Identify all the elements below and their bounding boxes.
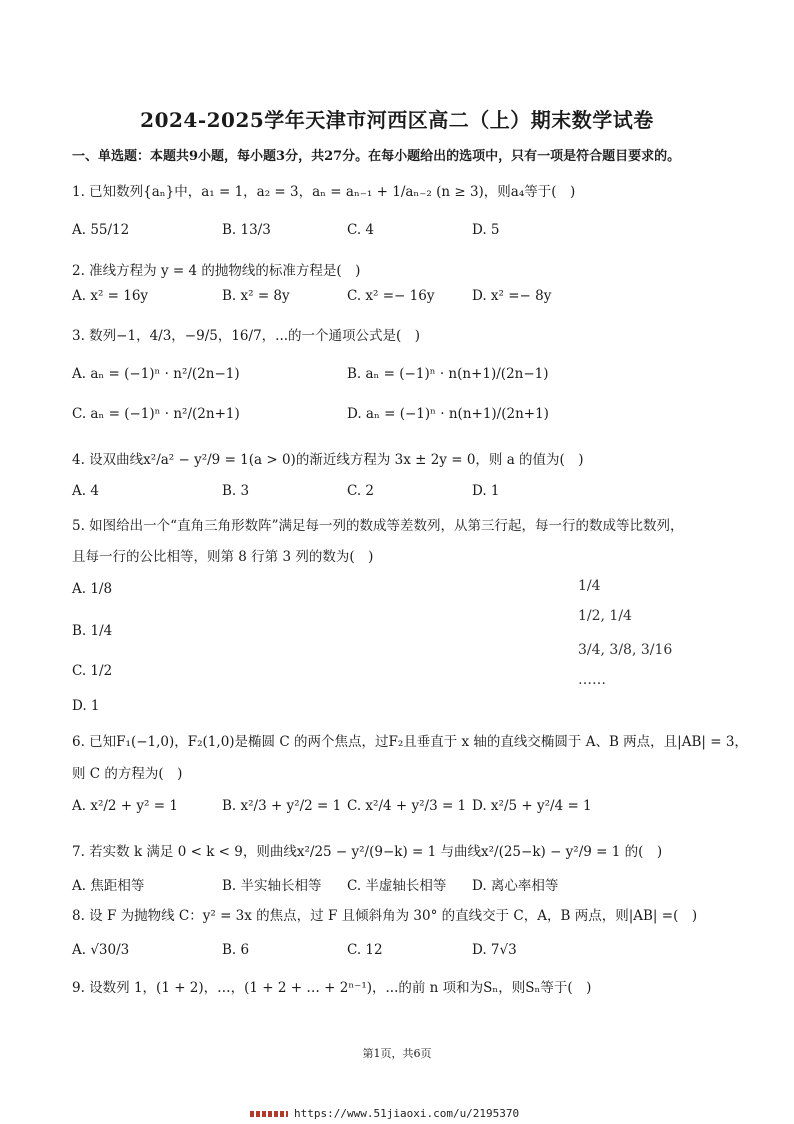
triangle-row-3: 3/4, 3/8, 3/16 (578, 642, 673, 658)
q2-option-b: B. x² = 8y (222, 288, 290, 304)
page-title: 2024-2025学年天津市河西区高二（上）期末数学试卷 (140, 108, 654, 132)
q3-option-d: D. aₙ = (−1)ⁿ · n(n+1)/(2n+1) (347, 406, 549, 422)
q8-option-b: B. 6 (222, 942, 250, 958)
question-5-line-1: 5. 如图给出一个“直角三角形数阵”满足每一列的数成等差数列，从第三行起，每一行的数成等比数列， (72, 518, 684, 534)
q7-option-b: B. 半实轴长相等 (222, 878, 322, 894)
q3-option-a: A. aₙ = (−1)ⁿ · n²/(2n−1) (72, 366, 240, 382)
watermark (250, 1107, 519, 1120)
q3-option-c: C. aₙ = (−1)ⁿ · n²/(2n+1) (72, 406, 240, 422)
question-2: 2. 准线方程为 y = 4 的抛物线的标准方程是( ) (72, 263, 361, 279)
q2-option-c: C. x² =− 16y (347, 288, 435, 304)
q1-option-d: D. 5 (472, 222, 500, 238)
q5-option-b: B. 1/4 (72, 623, 113, 639)
q1-option-a: A. 55/12 (72, 222, 130, 238)
q5-option-d: D. 1 (72, 698, 100, 714)
q1-option-c: C. 4 (347, 222, 375, 238)
q8-option-a: A. √30/3 (72, 942, 130, 958)
question-9: 9. 设数列 1，(1 + 2)，…，(1 + 2 + … + 2ⁿ⁻¹)，...的前 n 项和为Sₙ，则Sₙ等于( ) (72, 980, 592, 996)
q4-option-b: B. 3 (222, 483, 250, 499)
q7-option-c: C. 半虚轴长相等 (347, 878, 447, 894)
q5-option-c: C. 1/2 (72, 663, 113, 679)
q4-option-a: A. 4 (72, 483, 99, 499)
watermark-logo-icon (250, 1111, 288, 1117)
q2-option-d: D. x² =− 8y (472, 288, 552, 304)
question-3: 3. 数列−1，4/3，−9/5，16/7，...的一个通项公式是( ) (72, 328, 421, 344)
page-footer: 第1页，共6页 (362, 1047, 432, 1060)
question-5-line-2: 且每一行的公比相等，则第 8 行第 3 列的数为( ) (72, 549, 374, 565)
q7-option-a: A. 焦距相等 (72, 878, 145, 894)
question-4: 4. 设双曲线x²/a² − y²/9 = 1(a > 0)的渐近线方程为 3x ± 2y = 0，则 a 的值为( ) (72, 452, 584, 468)
q8-option-d: D. 7√3 (472, 942, 517, 958)
question-6-line-1: 6. 已知F₁(−1,0)，F₂(1,0)是椭圆 C 的两个焦点，过F₂且垂直于 x 轴的直线交椭圆于 A、B 两点，且|AB| = 3， (72, 734, 748, 750)
q6-option-b: B. x²/3 + y²/2 = 1 (222, 798, 342, 814)
triangle-row-1: 1/4 (578, 578, 601, 594)
q7-option-d: D. 离心率相等 (472, 878, 559, 894)
q5-option-a: A. 1/8 (72, 581, 113, 597)
q6-option-c: C. x²/4 + y²/3 = 1 (347, 798, 467, 814)
q2-option-a: A. x² = 16y (72, 288, 149, 304)
q6-option-a: A. x²/2 + y² = 1 (72, 798, 178, 814)
question-6-line-2: 则 C 的方程为( ) (72, 766, 183, 782)
triangle-row-2: 1/2, 1/4 (578, 608, 632, 624)
watermark-url: https://www.51jiaoxi.com/u/2195370 (294, 1107, 520, 1120)
q4-option-c: C. 2 (347, 483, 375, 499)
q4-option-d: D. 1 (472, 483, 500, 499)
q3-option-b: B. aₙ = (−1)ⁿ · n(n+1)/(2n−1) (347, 366, 549, 382)
question-8: 8. 设 F 为抛物线 C：y² = 3x 的焦点，过 F 且倾斜角为 30° 的直线交于 C，A，B 两点，则|AB| =( ) (72, 908, 698, 924)
q1-option-b: B. 13/3 (222, 222, 271, 238)
triangle-row-4: …… (578, 672, 606, 688)
q8-option-c: C. 12 (347, 942, 383, 958)
q6-option-d: D. x²/5 + y²/4 = 1 (472, 798, 592, 814)
question-1: 1. 已知数列{aₙ}中，a₁ = 1，a₂ = 3，aₙ = aₙ₋₁ + 1/aₙ₋₂ (n ≥ 3)，则a₄等于( ) (72, 184, 576, 200)
question-7: 7. 若实数 k 满足 0 < k < 9，则曲线x²/25 − y²/(9−k) = 1 与曲线x²/(25−k) − y²/9 = 1 的( ) (72, 844, 663, 860)
section-heading: 一、单选题：本题共9小题，每小题3分，共27分。在每小题给出的选项中，只有一项是符合题目要求的。 (72, 149, 681, 164)
